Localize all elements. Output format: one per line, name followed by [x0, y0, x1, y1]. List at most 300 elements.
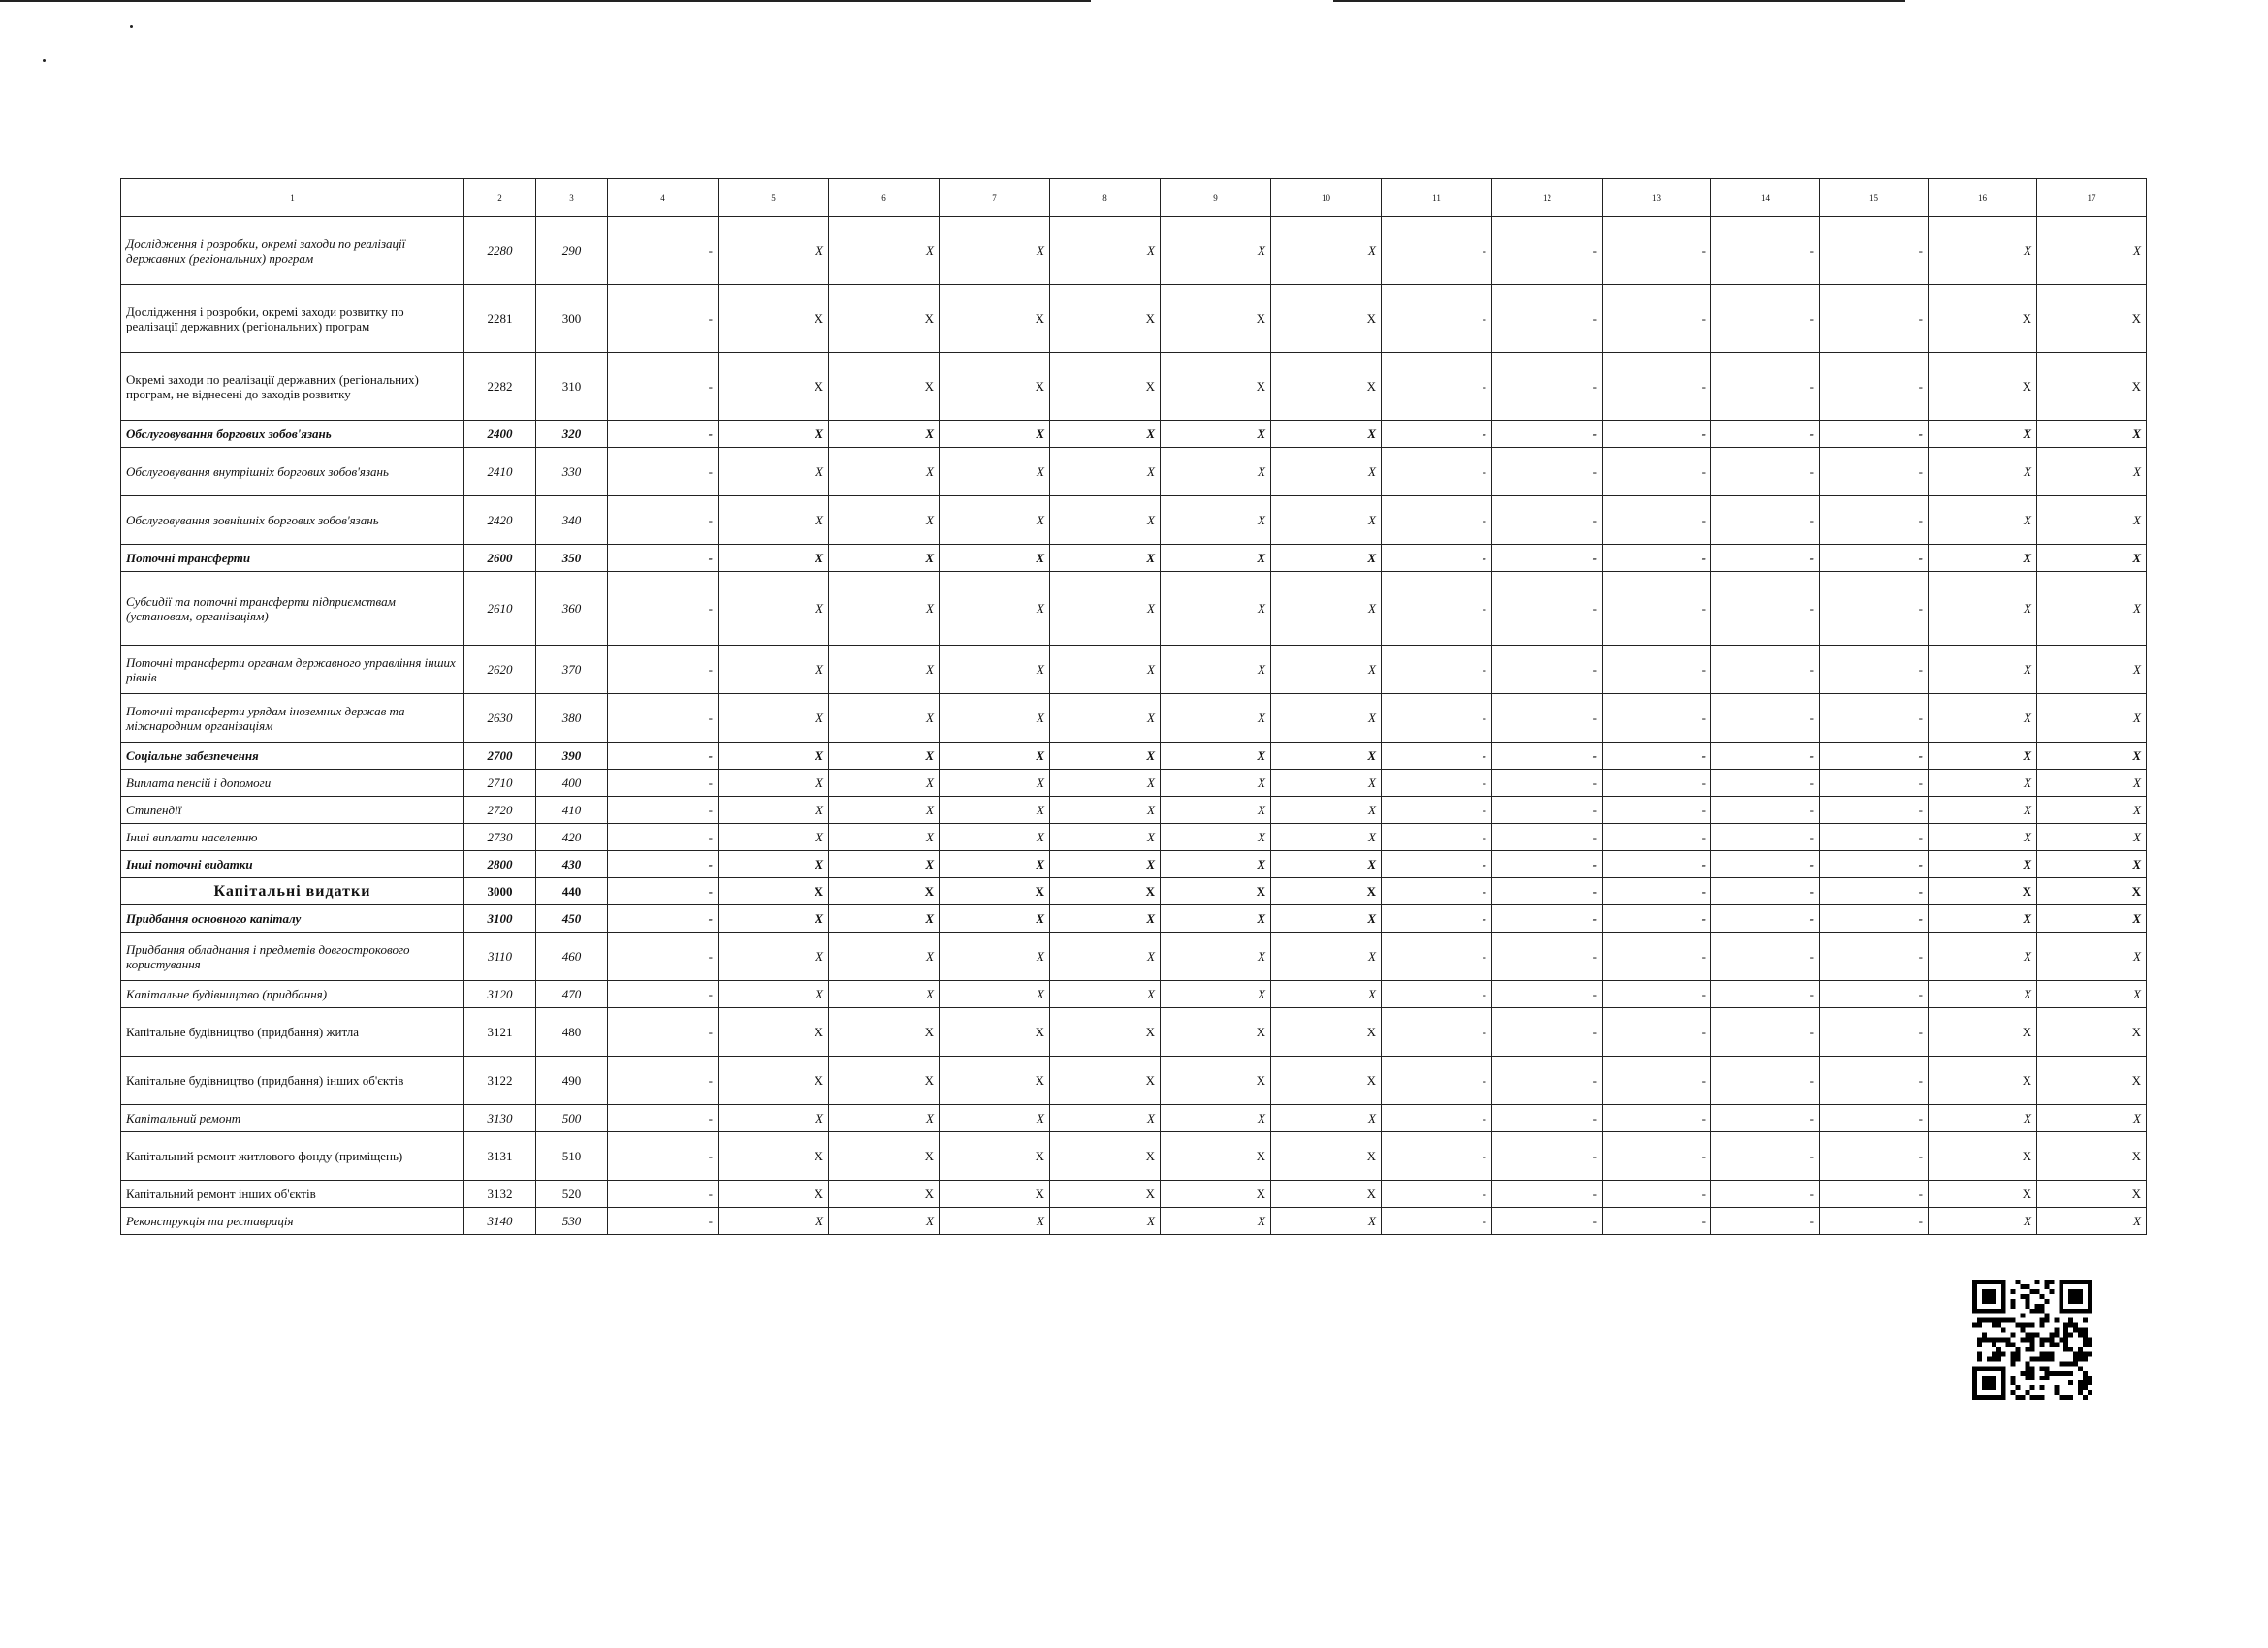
not-applicable-cell: X [2037, 694, 2147, 743]
column-number-14: 14 [1711, 179, 1820, 217]
row-line-number: 450 [536, 905, 608, 933]
empty-value-cell: - [1603, 646, 1711, 694]
not-applicable-cell: X [1929, 1132, 2037, 1181]
empty-value-cell: - [1820, 448, 1929, 496]
row-line-number: 520 [536, 1181, 608, 1208]
empty-value-cell: - [1711, 1008, 1820, 1057]
not-applicable-cell: X [1929, 646, 2037, 694]
table-row [121, 1208, 2147, 1235]
empty-value-cell: - [1820, 981, 1929, 1008]
empty-value-cell: - [1603, 421, 1711, 448]
not-applicable-cell: X [940, 1208, 1050, 1235]
empty-value-cell: - [1603, 217, 1711, 285]
row-code: 2282 [464, 353, 536, 421]
empty-value-cell: - [1820, 421, 1929, 448]
not-applicable-cell: X [1271, 646, 1382, 694]
empty-value-cell: - [1820, 905, 1929, 933]
empty-value-cell: - [1492, 1208, 1603, 1235]
not-applicable-cell: X [1271, 878, 1382, 905]
not-applicable-cell: X [1271, 797, 1382, 824]
row-line-number: 310 [536, 353, 608, 421]
empty-value-cell: - [1711, 572, 1820, 646]
not-applicable-cell: X [1271, 353, 1382, 421]
not-applicable-cell: X [1161, 646, 1271, 694]
empty-value-cell: - [1492, 646, 1603, 694]
empty-value-cell: - [1382, 421, 1492, 448]
not-applicable-cell: X [1161, 572, 1271, 646]
not-applicable-cell: X [940, 878, 1050, 905]
empty-value-cell: - [1711, 646, 1820, 694]
not-applicable-cell: X [1050, 1132, 1161, 1181]
not-applicable-cell: X [1050, 797, 1161, 824]
empty-value-cell: - [1492, 421, 1603, 448]
row-line-number: 290 [536, 217, 608, 285]
row-name: Соціальне забезпечення [121, 743, 464, 770]
empty-value-cell: - [1820, 1105, 1929, 1132]
empty-value-cell: - [1382, 1008, 1492, 1057]
empty-value-cell: - [1492, 743, 1603, 770]
empty-value-cell: - [1382, 1057, 1492, 1105]
not-applicable-cell: X [1271, 448, 1382, 496]
not-applicable-cell: X [2037, 353, 2147, 421]
empty-value-cell: - [1603, 353, 1711, 421]
not-applicable-cell: X [1050, 421, 1161, 448]
empty-value-cell: - [1711, 1105, 1820, 1132]
not-applicable-cell: X [1050, 770, 1161, 797]
not-applicable-cell: X [940, 421, 1050, 448]
empty-value-cell: - [1711, 545, 1820, 572]
empty-value-cell: - [608, 545, 719, 572]
empty-value-cell: - [1492, 1181, 1603, 1208]
not-applicable-cell: X [1161, 878, 1271, 905]
empty-value-cell: - [1820, 1181, 1929, 1208]
empty-value-cell: - [608, 770, 719, 797]
not-applicable-cell: X [1161, 1181, 1271, 1208]
empty-value-cell: - [1820, 933, 1929, 981]
not-applicable-cell: X [1050, 545, 1161, 572]
not-applicable-cell: X [829, 421, 940, 448]
row-code: 3130 [464, 1105, 536, 1132]
not-applicable-cell: X [2037, 1057, 2147, 1105]
row-line-number: 460 [536, 933, 608, 981]
not-applicable-cell: X [1271, 851, 1382, 878]
not-applicable-cell: X [1050, 1057, 1161, 1105]
not-applicable-cell: X [940, 743, 1050, 770]
not-applicable-cell: X [2037, 743, 2147, 770]
row-name: Капітальне будівництво (придбання) [121, 981, 464, 1008]
not-applicable-cell: X [940, 694, 1050, 743]
not-applicable-cell: X [1050, 1181, 1161, 1208]
not-applicable-cell: X [1050, 851, 1161, 878]
column-number-12: 12 [1492, 179, 1603, 217]
not-applicable-cell: X [2037, 285, 2147, 353]
not-applicable-cell: X [1271, 1105, 1382, 1132]
empty-value-cell: - [1492, 1132, 1603, 1181]
empty-value-cell: - [608, 1008, 719, 1057]
table-row [121, 933, 2147, 981]
empty-value-cell: - [1711, 770, 1820, 797]
empty-value-cell: - [608, 743, 719, 770]
column-number-8: 8 [1050, 179, 1161, 217]
not-applicable-cell: X [1929, 353, 2037, 421]
empty-value-cell: - [608, 572, 719, 646]
empty-value-cell: - [1820, 496, 1929, 545]
not-applicable-cell: X [2037, 421, 2147, 448]
row-name: Поточні трансферти урядам іноземних держав та міжнародним організаціям [121, 694, 464, 743]
row-line-number: 440 [536, 878, 608, 905]
not-applicable-cell: X [719, 770, 829, 797]
row-line-number: 300 [536, 285, 608, 353]
empty-value-cell: - [608, 1105, 719, 1132]
row-line-number: 530 [536, 1208, 608, 1235]
empty-value-cell: - [1492, 981, 1603, 1008]
not-applicable-cell: X [1271, 981, 1382, 1008]
empty-value-cell: - [1711, 851, 1820, 878]
not-applicable-cell: X [1050, 743, 1161, 770]
table-row [121, 905, 2147, 933]
row-code: 2410 [464, 448, 536, 496]
not-applicable-cell: X [1050, 905, 1161, 933]
empty-value-cell: - [1603, 824, 1711, 851]
not-applicable-cell: X [1929, 743, 2037, 770]
empty-value-cell: - [1382, 933, 1492, 981]
not-applicable-cell: X [1271, 770, 1382, 797]
row-code: 2420 [464, 496, 536, 545]
not-applicable-cell: X [940, 1057, 1050, 1105]
empty-value-cell: - [1603, 496, 1711, 545]
empty-value-cell: - [1492, 770, 1603, 797]
row-code: 2610 [464, 572, 536, 646]
row-name: Обслуговування внутрішніх боргових зобов'язань [121, 448, 464, 496]
empty-value-cell: - [1492, 448, 1603, 496]
row-name: Капітальний ремонт житлового фонду (приміщень) [121, 1132, 464, 1181]
not-applicable-cell: X [2037, 878, 2147, 905]
not-applicable-cell: X [940, 933, 1050, 981]
table-row [121, 353, 2147, 421]
empty-value-cell: - [1603, 1181, 1711, 1208]
table-row [121, 694, 2147, 743]
not-applicable-cell: X [1271, 743, 1382, 770]
not-applicable-cell: X [1050, 285, 1161, 353]
scan-speck [130, 25, 133, 28]
not-applicable-cell: X [829, 448, 940, 496]
empty-value-cell: - [1382, 285, 1492, 353]
not-applicable-cell: X [2037, 217, 2147, 285]
empty-value-cell: - [1711, 448, 1820, 496]
row-code: 3121 [464, 1008, 536, 1057]
row-line-number: 360 [536, 572, 608, 646]
empty-value-cell: - [1711, 905, 1820, 933]
not-applicable-cell: X [719, 694, 829, 743]
not-applicable-cell: X [1161, 1132, 1271, 1181]
empty-value-cell: - [608, 981, 719, 1008]
empty-value-cell: - [1492, 545, 1603, 572]
row-name: Капітальний ремонт інших об'єктів [121, 1181, 464, 1208]
empty-value-cell: - [1603, 743, 1711, 770]
not-applicable-cell: X [1161, 285, 1271, 353]
empty-value-cell: - [1492, 1105, 1603, 1132]
empty-value-cell: - [1492, 933, 1603, 981]
not-applicable-cell: X [829, 770, 940, 797]
row-line-number: 420 [536, 824, 608, 851]
not-applicable-cell: X [1050, 1208, 1161, 1235]
column-number-11: 11 [1382, 179, 1492, 217]
empty-value-cell: - [608, 646, 719, 694]
not-applicable-cell: X [1161, 770, 1271, 797]
empty-value-cell: - [608, 448, 719, 496]
not-applicable-cell: X [2037, 981, 2147, 1008]
empty-value-cell: - [1603, 770, 1711, 797]
empty-value-cell: - [1603, 1008, 1711, 1057]
row-code: 2720 [464, 797, 536, 824]
not-applicable-cell: X [1929, 770, 2037, 797]
row-line-number: 320 [536, 421, 608, 448]
not-applicable-cell: X [940, 545, 1050, 572]
row-code: 3100 [464, 905, 536, 933]
empty-value-cell: - [1820, 824, 1929, 851]
not-applicable-cell: X [940, 353, 1050, 421]
not-applicable-cell: X [719, 285, 829, 353]
empty-value-cell: - [1492, 353, 1603, 421]
empty-value-cell: - [1820, 1057, 1929, 1105]
row-name: Окремі заходи по реалізації державних (регіональних) програм, не віднесені до заходів розвитку [121, 353, 464, 421]
empty-value-cell: - [1603, 285, 1711, 353]
table-row [121, 1057, 2147, 1105]
table-row [121, 1132, 2147, 1181]
not-applicable-cell: X [719, 1181, 829, 1208]
not-applicable-cell: X [1161, 545, 1271, 572]
not-applicable-cell: X [940, 1132, 1050, 1181]
empty-value-cell: - [1711, 981, 1820, 1008]
empty-value-cell: - [1492, 285, 1603, 353]
empty-value-cell: - [1492, 797, 1603, 824]
empty-value-cell: - [1820, 1008, 1929, 1057]
empty-value-cell: - [1492, 824, 1603, 851]
not-applicable-cell: X [829, 496, 940, 545]
not-applicable-cell: X [719, 981, 829, 1008]
not-applicable-cell: X [1929, 1208, 2037, 1235]
not-applicable-cell: X [1271, 545, 1382, 572]
row-line-number: 350 [536, 545, 608, 572]
empty-value-cell: - [1603, 694, 1711, 743]
not-applicable-cell: X [2037, 797, 2147, 824]
not-applicable-cell: X [719, 353, 829, 421]
not-applicable-cell: X [1050, 646, 1161, 694]
row-code: 3131 [464, 1132, 536, 1181]
not-applicable-cell: X [1161, 981, 1271, 1008]
not-applicable-cell: X [2037, 1008, 2147, 1057]
not-applicable-cell: X [2037, 545, 2147, 572]
row-line-number: 430 [536, 851, 608, 878]
scan-speck [43, 59, 46, 62]
not-applicable-cell: X [829, 743, 940, 770]
not-applicable-cell: X [2037, 1132, 2147, 1181]
not-applicable-cell: X [1929, 1057, 2037, 1105]
not-applicable-cell: X [2037, 824, 2147, 851]
not-applicable-cell: X [1271, 421, 1382, 448]
row-code: 3120 [464, 981, 536, 1008]
empty-value-cell: - [1492, 694, 1603, 743]
not-applicable-cell: X [2037, 646, 2147, 694]
empty-value-cell: - [1603, 572, 1711, 646]
not-applicable-cell: X [1271, 1132, 1382, 1181]
empty-value-cell: - [1711, 694, 1820, 743]
row-name: Субсидії та поточні трансферти підприємствам (установам, організаціям) [121, 572, 464, 646]
column-number-6: 6 [829, 179, 940, 217]
column-number-7: 7 [940, 179, 1050, 217]
row-line-number: 400 [536, 770, 608, 797]
scan-edge-left [0, 0, 1091, 2]
not-applicable-cell: X [829, 1208, 940, 1235]
column-number-17: 17 [2037, 179, 2147, 217]
empty-value-cell: - [1820, 851, 1929, 878]
not-applicable-cell: X [719, 905, 829, 933]
empty-value-cell: - [1492, 1008, 1603, 1057]
empty-value-cell: - [1492, 217, 1603, 285]
empty-value-cell: - [1711, 933, 1820, 981]
column-number-10: 10 [1271, 179, 1382, 217]
not-applicable-cell: X [829, 933, 940, 981]
not-applicable-cell: X [829, 572, 940, 646]
row-name: Придбання основного капіталу [121, 905, 464, 933]
not-applicable-cell: X [719, 933, 829, 981]
not-applicable-cell: X [719, 824, 829, 851]
not-applicable-cell: X [1929, 496, 2037, 545]
not-applicable-cell: X [1161, 1008, 1271, 1057]
row-name: Стипендії [121, 797, 464, 824]
not-applicable-cell: X [1050, 981, 1161, 1008]
not-applicable-cell: X [2037, 933, 2147, 981]
not-applicable-cell: X [1929, 572, 2037, 646]
not-applicable-cell: X [829, 824, 940, 851]
empty-value-cell: - [1603, 1057, 1711, 1105]
not-applicable-cell: X [829, 1057, 940, 1105]
not-applicable-cell: X [1161, 694, 1271, 743]
empty-value-cell: - [1382, 878, 1492, 905]
table-row [121, 878, 2147, 905]
table-row [121, 448, 2147, 496]
not-applicable-cell: X [1271, 285, 1382, 353]
row-name: Дослідження і розробки, окремі заходи по реалізації державних (регіональних) програм [121, 217, 464, 285]
row-line-number: 390 [536, 743, 608, 770]
not-applicable-cell: X [2037, 770, 2147, 797]
not-applicable-cell: X [2037, 1181, 2147, 1208]
empty-value-cell: - [1711, 797, 1820, 824]
empty-value-cell: - [1382, 743, 1492, 770]
empty-value-cell: - [1382, 1105, 1492, 1132]
qr-code-icon [1972, 1280, 2092, 1400]
column-number-2: 2 [464, 179, 536, 217]
empty-value-cell: - [1820, 285, 1929, 353]
not-applicable-cell: X [1161, 1208, 1271, 1235]
not-applicable-cell: X [829, 646, 940, 694]
not-applicable-cell: X [940, 981, 1050, 1008]
empty-value-cell: - [608, 1181, 719, 1208]
row-code: 3000 [464, 878, 536, 905]
not-applicable-cell: X [940, 572, 1050, 646]
row-line-number: 410 [536, 797, 608, 824]
empty-value-cell: - [1603, 797, 1711, 824]
empty-value-cell: - [1711, 421, 1820, 448]
not-applicable-cell: X [829, 545, 940, 572]
row-line-number: 380 [536, 694, 608, 743]
table-row [121, 285, 2147, 353]
not-applicable-cell: X [1929, 1105, 2037, 1132]
empty-value-cell: - [1603, 448, 1711, 496]
table-row [121, 797, 2147, 824]
empty-value-cell: - [1711, 285, 1820, 353]
not-applicable-cell: X [719, 1105, 829, 1132]
not-applicable-cell: X [2037, 851, 2147, 878]
empty-value-cell: - [1820, 1208, 1929, 1235]
column-number-header-row [121, 179, 2147, 217]
not-applicable-cell: X [1050, 1008, 1161, 1057]
empty-value-cell: - [1382, 572, 1492, 646]
empty-value-cell: - [608, 421, 719, 448]
not-applicable-cell: X [829, 981, 940, 1008]
not-applicable-cell: X [719, 797, 829, 824]
not-applicable-cell: X [1929, 851, 2037, 878]
empty-value-cell: - [1820, 694, 1929, 743]
row-code: 3132 [464, 1181, 536, 1208]
not-applicable-cell: X [940, 1181, 1050, 1208]
not-applicable-cell: X [1161, 905, 1271, 933]
not-applicable-cell: X [719, 421, 829, 448]
empty-value-cell: - [1603, 851, 1711, 878]
empty-value-cell: - [1711, 353, 1820, 421]
empty-value-cell: - [1711, 878, 1820, 905]
row-line-number: 470 [536, 981, 608, 1008]
row-name: Інші поточні видатки [121, 851, 464, 878]
row-code: 2600 [464, 545, 536, 572]
not-applicable-cell: X [1929, 285, 2037, 353]
not-applicable-cell: X [1161, 353, 1271, 421]
empty-value-cell: - [1603, 981, 1711, 1008]
not-applicable-cell: X [719, 217, 829, 285]
not-applicable-cell: X [719, 1008, 829, 1057]
not-applicable-cell: X [1161, 1057, 1271, 1105]
row-code: 2280 [464, 217, 536, 285]
not-applicable-cell: X [940, 824, 1050, 851]
empty-value-cell: - [1820, 743, 1929, 770]
empty-value-cell: - [1603, 905, 1711, 933]
table-row [121, 981, 2147, 1008]
row-line-number: 500 [536, 1105, 608, 1132]
not-applicable-cell: X [940, 905, 1050, 933]
column-number-4: 4 [608, 179, 719, 217]
not-applicable-cell: X [1161, 217, 1271, 285]
not-applicable-cell: X [1050, 694, 1161, 743]
not-applicable-cell: X [940, 448, 1050, 496]
not-applicable-cell: X [829, 878, 940, 905]
not-applicable-cell: X [1271, 1057, 1382, 1105]
not-applicable-cell: X [1161, 496, 1271, 545]
empty-value-cell: - [608, 851, 719, 878]
not-applicable-cell: X [1161, 1105, 1271, 1132]
table-row [121, 421, 2147, 448]
empty-value-cell: - [608, 1057, 719, 1105]
empty-value-cell: - [1492, 878, 1603, 905]
not-applicable-cell: X [1929, 421, 2037, 448]
empty-value-cell: - [608, 797, 719, 824]
column-number-16: 16 [1929, 179, 2037, 217]
not-applicable-cell: X [829, 1132, 940, 1181]
empty-value-cell: - [1711, 496, 1820, 545]
not-applicable-cell: X [829, 905, 940, 933]
empty-value-cell: - [1382, 694, 1492, 743]
row-code: 2620 [464, 646, 536, 694]
not-applicable-cell: X [940, 285, 1050, 353]
